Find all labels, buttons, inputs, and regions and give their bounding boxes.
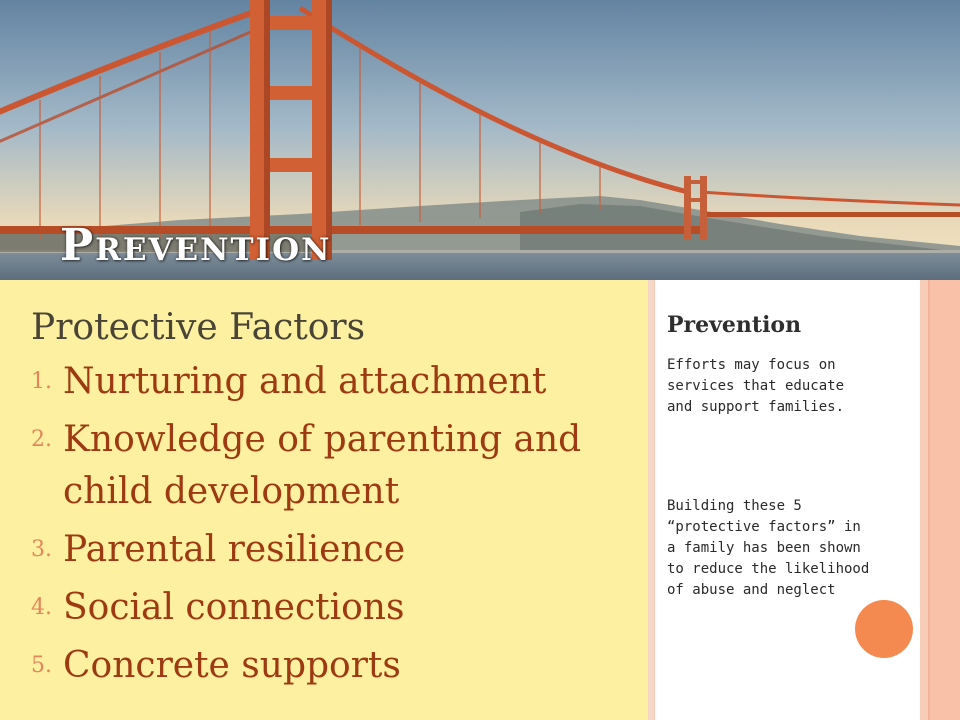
list-item-number: 1 . xyxy=(31,356,61,408)
list-item xyxy=(31,640,636,692)
accent-circle xyxy=(855,600,913,658)
edge-strip-light xyxy=(920,280,928,720)
sidebar-title: Prevention xyxy=(667,312,802,338)
main-content-panel xyxy=(0,280,648,720)
list-item xyxy=(31,582,636,634)
list-item xyxy=(31,524,636,576)
list-item-number: 4 . xyxy=(31,582,61,634)
list-item xyxy=(31,356,636,408)
sidebar-paragraph-protective-factors: Building these 5 “protective factors” in a family has been shown to reduce the likelihood of abuse and neglect xyxy=(667,498,870,598)
sidebar-paragraph-efforts: Efforts may focus on services that educate and support families. xyxy=(667,357,845,415)
slide-title: Prevention xyxy=(60,220,332,271)
list-item-text: Social connections xyxy=(63,587,405,628)
list-item-number: 5 . xyxy=(31,640,61,692)
list-item-text: Parental resilience xyxy=(63,529,406,570)
protective-factors-list xyxy=(31,356,636,692)
edge-strip-dark xyxy=(930,280,960,720)
protective-factors-heading: Protective Factors xyxy=(31,307,366,348)
list-item-text: Nurturing and attachment xyxy=(63,361,547,402)
list-item-number: 2 . xyxy=(31,414,61,466)
protective-factors-section xyxy=(31,304,636,698)
list-item xyxy=(31,414,636,518)
list-item-number: 3 . xyxy=(31,524,61,576)
header-bridge-image xyxy=(0,0,960,280)
list-item-text: Concrete supports xyxy=(63,645,401,686)
list-item-text: Knowledge of parenting and child development xyxy=(63,419,582,512)
